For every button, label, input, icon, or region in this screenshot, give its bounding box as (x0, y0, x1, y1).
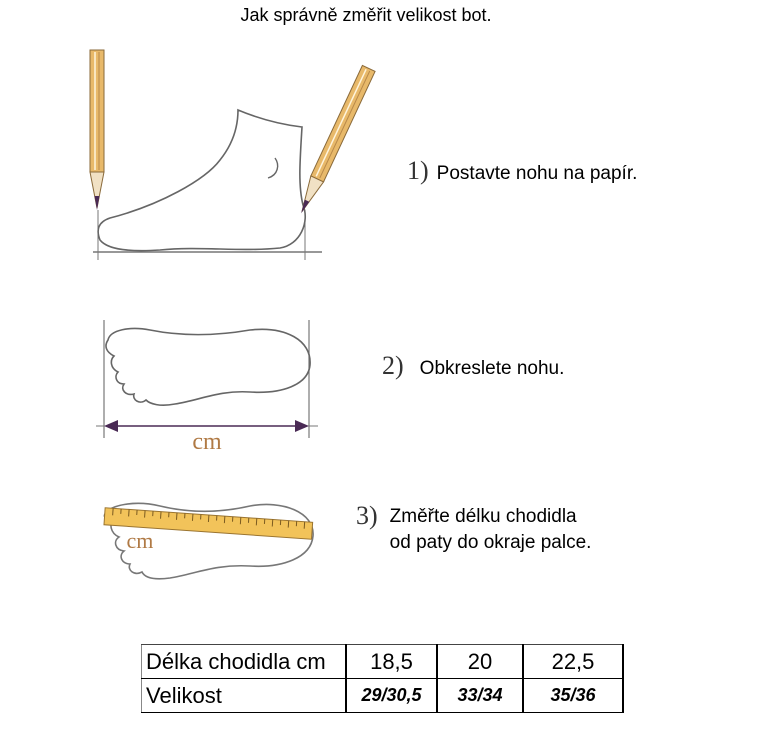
pencil-left-icon (90, 50, 104, 210)
table-row-length (142, 645, 624, 679)
table-cell: 18,5 (346, 645, 437, 679)
size-table (141, 644, 624, 713)
step-1 (407, 158, 637, 187)
row-label-size: Velikost (142, 679, 347, 713)
step-2 (382, 353, 564, 382)
step-3 (356, 503, 591, 556)
table-cell: 20 (437, 645, 523, 679)
foot-top-outline (106, 328, 310, 405)
step-3-text-line1: Změřte délku chodidla (389, 506, 577, 527)
step-2-number: 2) (382, 351, 404, 380)
pencil-right-icon (295, 65, 375, 216)
ankle-mark (268, 158, 278, 178)
step3-ruler-illustration (104, 503, 313, 578)
step2-outline-illustration (96, 320, 318, 455)
step-3-number: 3) (356, 501, 378, 530)
step-1-number: 1) (407, 156, 429, 185)
table-cell: 33/34 (437, 679, 523, 713)
row-label-length: Délka chodidla cm (142, 645, 347, 679)
table-cell: 22,5 (523, 645, 623, 679)
step1-foot-illustration (90, 50, 375, 260)
table-cell: 29/30,5 (346, 679, 437, 713)
arrow-head-left (104, 420, 118, 432)
step-3-text-line2: od paty do okraje palce. (389, 532, 592, 553)
outline-unit-label: cm (192, 429, 222, 455)
arrow-head-right (295, 420, 309, 432)
foot-side-outline (98, 110, 305, 251)
title-text: Jak správně změřit velikost bot. (240, 5, 492, 25)
table-cell: 35/36 (523, 679, 623, 713)
step-1-text: Postavte nohu na papír. (436, 163, 638, 184)
table-row-size (142, 679, 624, 713)
step-2-text: Obkreslete nohu. (419, 358, 565, 379)
ruler-unit-label: cm (126, 528, 154, 553)
